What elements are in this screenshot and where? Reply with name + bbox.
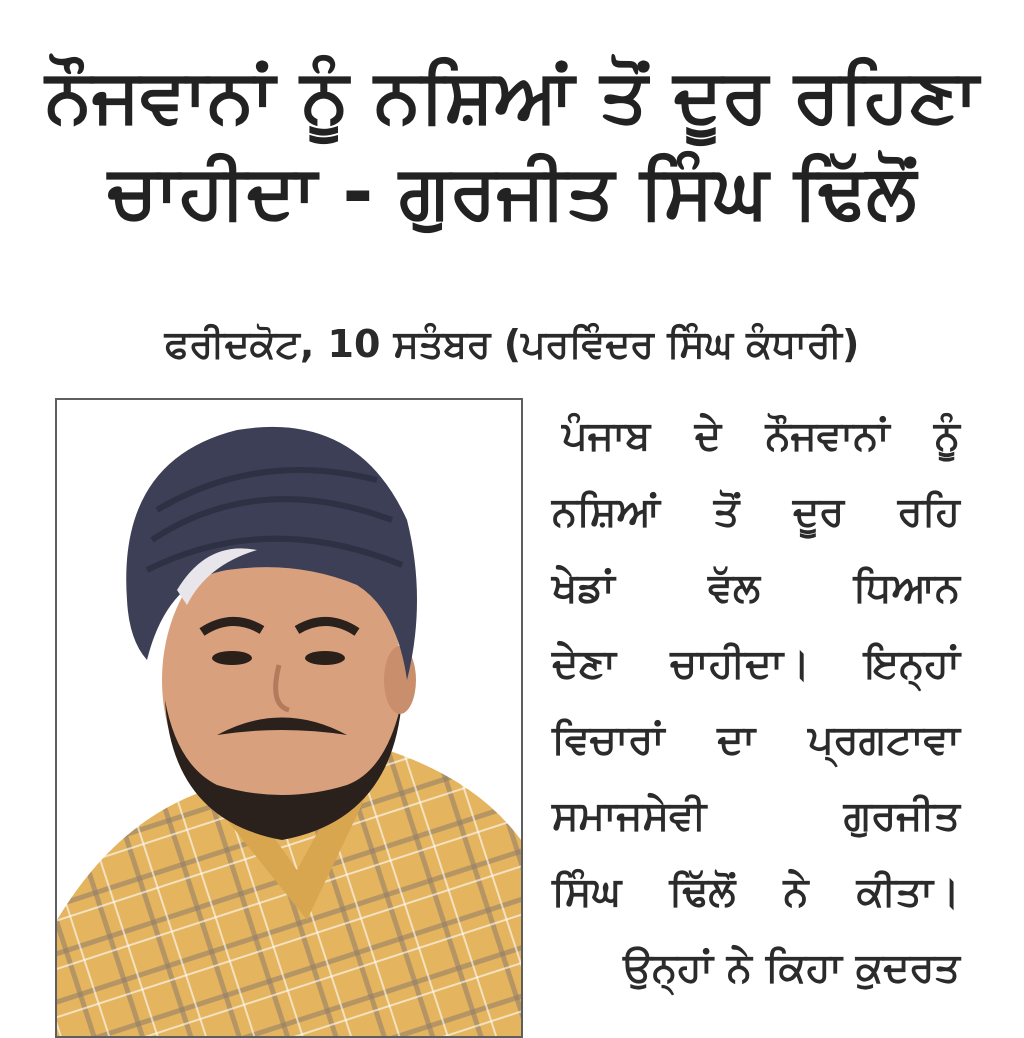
body-line-6: ਸਮਾਜਸੇਵੀ ਗੁਰਜੀਤ [552, 793, 960, 839]
article-dateline: ਫਰੀਦਕੋਟ, 10 ਸਤੰਬਰ (ਪਰਵਿੰਦਰ ਸਿੰਘ ਕੰਧਾਰੀ) [164, 322, 860, 366]
body-line-2: ਨਸ਼ਿਆਂ ਤੋਂ ਦੂਰ ਰਹਿ [552, 489, 960, 535]
body-line-8: ਉਨ੍ਹਾਂ ਨੇ ਕਿਹਾ ਕੁਦਰਤ [623, 945, 960, 991]
right-eye [305, 651, 345, 665]
left-eye [212, 651, 252, 665]
article-body [552, 398, 960, 1006]
headline-line-1: ਨੌਜਵਾਨਾਂ ਨੂੰ ਨਸ਼ਿਆਂ ਤੋਂ ਦੂਰ ਰਹਿਣਾ [45, 53, 979, 139]
body-line-1: ਪੰਜਾਬ ਦੇ ਨੌਜਵਾਨਾਂ ਨੂੰ [562, 413, 960, 459]
article-headline [30, 48, 994, 240]
portrait-photo [55, 398, 523, 1038]
body-line-5: ਵਿਚਾਰਾਂ ਦਾ ਪ੍ਰਗਟਾਵਾ [552, 717, 960, 763]
body-line-3: ਖੇਡਾਂ ਵੱਲ ਧਿਆਨ [552, 565, 960, 611]
headline-line-2: ਚਾਹੀਦਾ - ਗੁਰਜੀਤ ਸਿੰਘ ਢਿੱਲੋਂ [107, 149, 917, 235]
body-line-7: ਸਿੰਘ ਢਿੱਲੋਂ ਨੇ ਕੀਤਾ। [552, 869, 960, 915]
body-line-4: ਦੇਣਾ ਚਾਹੀਦਾ। ਇਨ੍ਹਾਂ [552, 641, 960, 687]
portrait-illustration [57, 400, 521, 1036]
